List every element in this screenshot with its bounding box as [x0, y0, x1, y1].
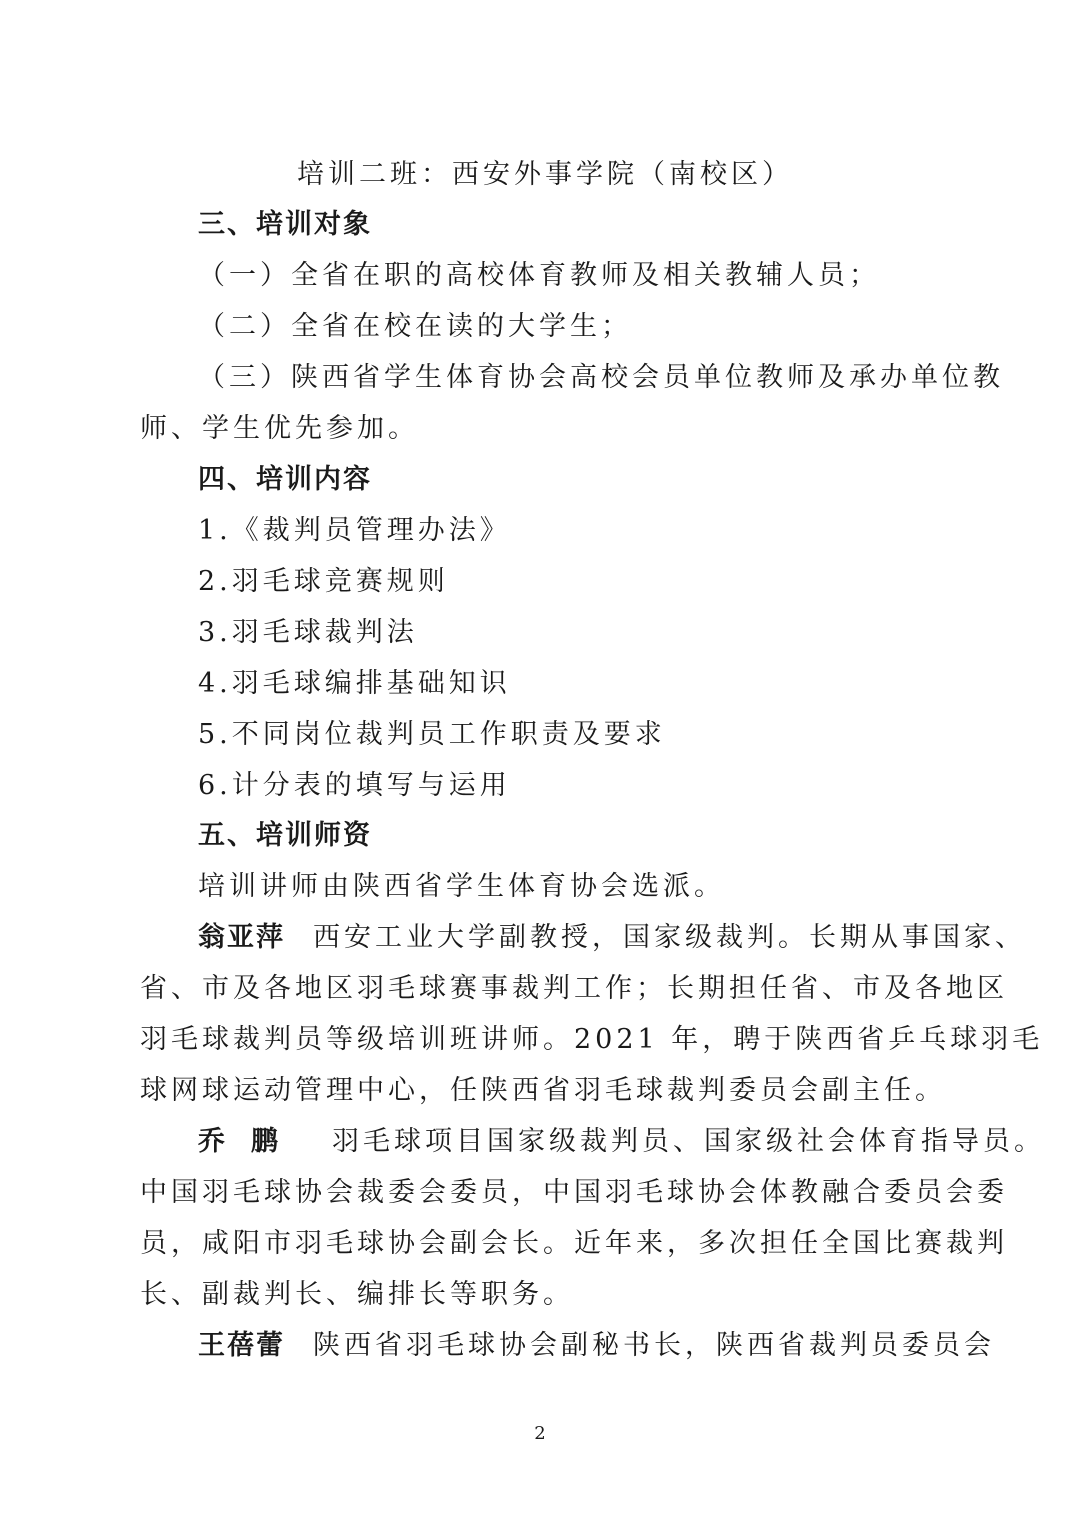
instructor-2-name: 乔鹏: [198, 1126, 304, 1157]
instructor-2-desc-2: 中国羽毛球协会裁委会委员，中国羽毛球协会体教融合委员会委: [140, 1177, 1008, 1208]
instructor-3-name: 王蓓蕾: [198, 1330, 285, 1361]
instructor-1-name: 翁亚萍: [198, 922, 285, 953]
section5-heading: 五、培训师资: [198, 820, 372, 851]
instructor-1-desc-4: 球网球运动管理中心，任陕西省羽毛球裁判委员会副主任。: [140, 1075, 946, 1106]
instructor-1-desc-1: 西安工业大学副教授，国家级裁判。长期从事国家、: [313, 922, 1026, 953]
section5-intro: 培训讲师由陕西省学生体育协会选派。: [198, 871, 725, 902]
instructor-1-desc-2: 省、市及各地区羽毛球赛事裁判工作；长期担任省、市及各地区: [140, 973, 1008, 1004]
section4-item-6: 6.计分表的填写与运用: [198, 770, 511, 801]
section3-item-3: （三）陕西省学生体育协会高校会员单位教师及承办单位教: [198, 362, 1004, 393]
section4-item-5: 5.不同岗位裁判员工作职责及要求: [198, 719, 666, 750]
instructor-2-desc-1: 羽毛球项目国家级裁判员、国家级社会体育指导员。: [332, 1126, 1045, 1157]
instructor-3-desc-1: 陕西省羽毛球协会副秘书长，陕西省裁判员委员会: [313, 1330, 995, 1361]
instructor-2-desc-3: 员，咸阳市羽毛球协会副会长。近年来，多次担任全国比赛裁判: [140, 1228, 1008, 1259]
section4-item-3: 3.羽毛球裁判法: [198, 617, 418, 648]
instructor-1-desc-3: 羽毛球裁判员等级培训班讲师。2021 年，聘于陕西省乒乓球羽毛: [140, 1024, 1044, 1055]
section4-heading: 四、培训内容: [198, 464, 372, 495]
class-location: 培训二班：西安外事学院（南校区）: [297, 159, 793, 190]
section3-item-3-continued: 师、学生优先参加。: [140, 413, 419, 444]
page-number: 2: [534, 1423, 546, 1444]
section3-item-1: （一）全省在职的高校体育教师及相关教辅人员；: [198, 260, 880, 291]
instructor-2-first-line: [198, 1122, 1045, 1162]
instructor-2-desc-4: 长、副裁判长、编排长等职务。: [140, 1279, 574, 1310]
section4-item-1: 1.《裁判员管理办法》: [198, 515, 511, 546]
section3-heading: 三、培训对象: [198, 209, 372, 240]
section4-item-4: 4.羽毛球编排基础知识: [198, 668, 511, 699]
instructor-3-first-line: [198, 1326, 995, 1366]
section4-item-2: 2.羽毛球竞赛规则: [198, 566, 449, 597]
section3-item-2: （二）全省在校在读的大学生；: [198, 311, 632, 342]
instructor-1-first-line: [198, 918, 1026, 958]
